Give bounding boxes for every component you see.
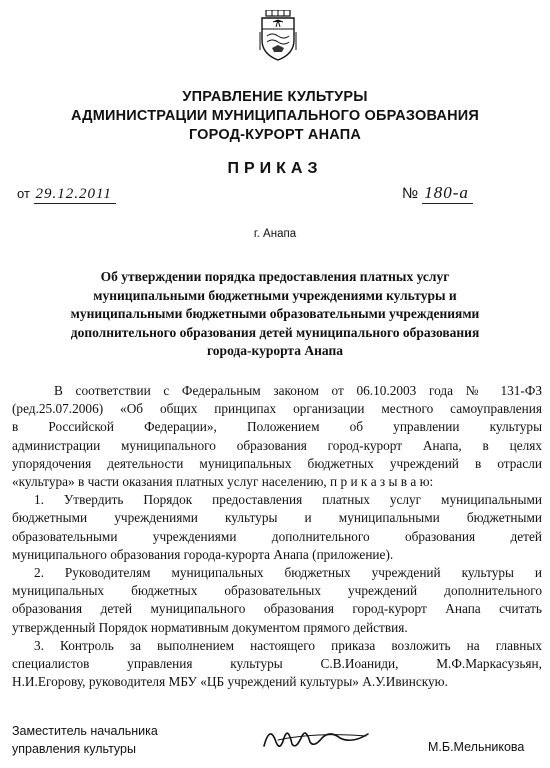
body-line: образования детей муниципального образования город-курорт Анапа считать [12,601,542,617]
body-line: 1. Утвердить Порядок предоставления платных услуг муниципальными [34,492,542,508]
org-line: АДМИНИСТРАЦИИ МУНИЦИПАЛЬНОГО ОБРАЗОВАНИЯ [70,108,480,124]
date-value: 29.12.2011 [34,186,116,204]
body-line: 3. Контроль за выполнением настоящего приказа возложить на главных [34,637,542,653]
body-line: Н.И.Егорову, руководителя МБУ «ЦБ учреждений культуры» А.У.Ивинскую. [12,674,448,690]
body-line: в Российской Федерации», Положением об управлении культуры [12,419,542,435]
org-line: УПРАВЛЕНИЕ КУЛЬТУРЫ [182,89,368,105]
body-line: упорядочения деятельности муниципальных бюджетных учреждений в отрасли [12,455,542,471]
body-line: (ред.25.07.2006) «Об общих принципах организации местного самоуправления [12,401,542,417]
order-body [12,382,542,691]
body-line: специалистов управления культуры С.В.Иоаниди, М.Ф.Маркасузьян, [12,656,542,672]
body-line: муниципального образования города-курорта Анапа (приложение). [12,546,394,562]
subject-line: муниципальными бюджетными учреждениями культуры и [93,287,457,303]
subject-line: Об утверждении порядка предоставления платных услуг [100,269,450,284]
signer-name: М.Б.Мельникова [428,740,525,754]
body-line: В соответствии с Федеральным законом от 06.10.2003 года № 131-ФЗ [54,383,542,398]
organization-name [0,88,550,145]
city-name: г. Анапа [253,228,297,240]
body-line: утвержденный Порядок нормативным документом прямого действия. [12,619,408,635]
signer-position [12,722,158,758]
document-type-title: ПРИКАЗ [227,160,323,177]
coat-of-arms-icon [258,10,298,62]
handwritten-signature-icon [256,716,376,756]
order-number [402,183,473,204]
subject-line: дополнительного образования детей муниципального образования [70,324,480,340]
signer-position-line: управления культуры [12,742,136,756]
order-subject [0,268,550,361]
subject-line: муниципальными бюджетными образовательными учреждениями [70,306,480,321]
body-line: 2. Руководителям муниципальных бюджетных учреждений культуры и [34,565,542,581]
order-date [17,186,116,204]
body-line: «культура» в части оказания платных услуг населению, п р и к а з ы в а ю: [12,474,434,490]
body-line: администрации муниципального образования город-курорт Анапа, в целях [12,437,542,453]
body-line: образовательными учреждениями дополнительного образования детей [12,528,542,544]
number-value: 180-а [422,183,473,204]
date-prefix: от [17,186,30,201]
subject-line: города-курорта Анапа [207,343,343,358]
body-line: бюджетными учреждениями культуры и муниципальными бюджетными [12,510,542,526]
org-line: ГОРОД-КУРОРТ АНАПА [188,127,362,143]
body-line: муниципальных бюджетных образовательных учреждений дополнительного [12,583,542,599]
number-prefix: № [402,185,419,202]
signer-position-line: Заместитель начальника [12,724,158,738]
